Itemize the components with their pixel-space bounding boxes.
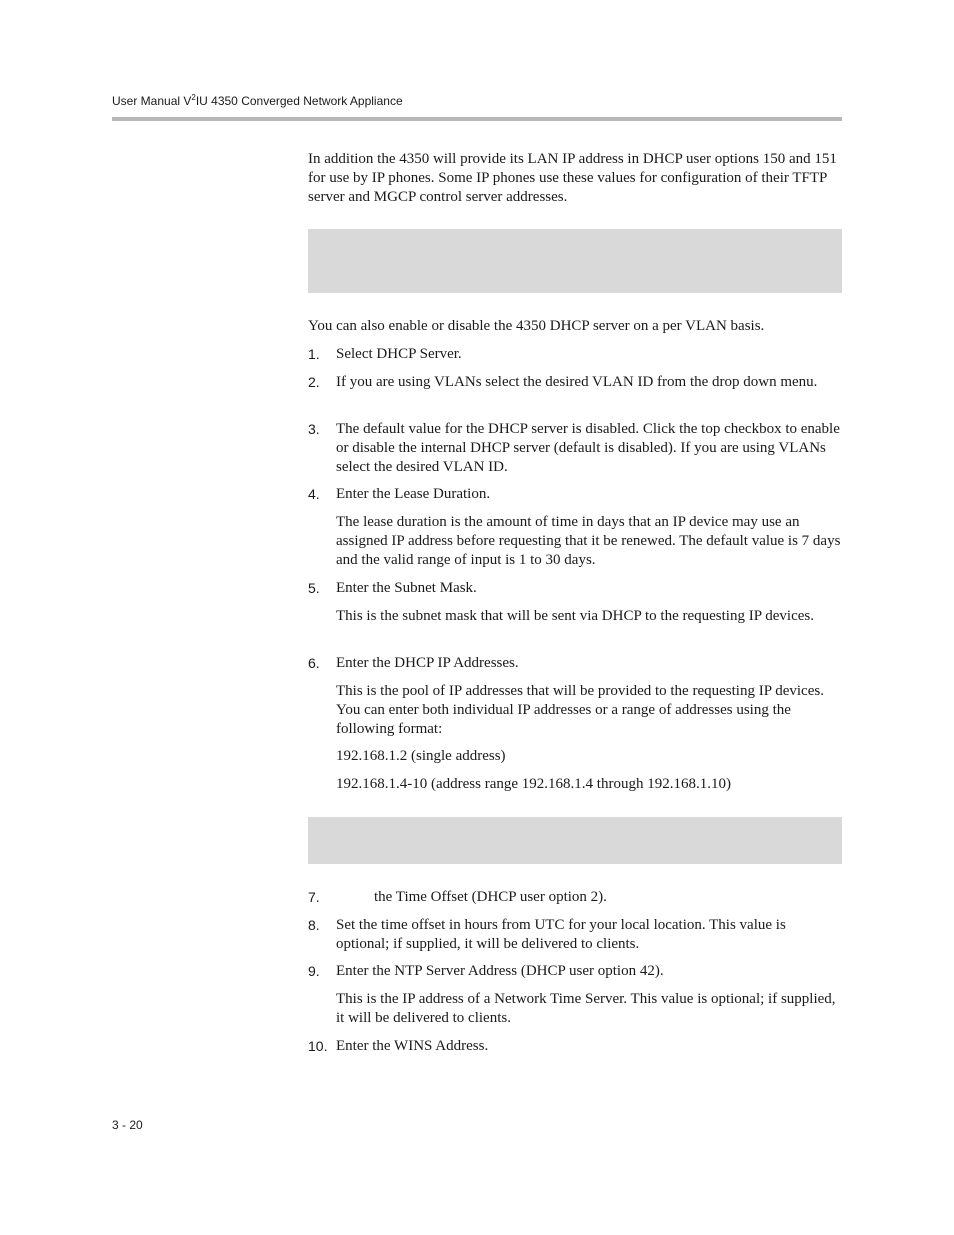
step-text: Enter the Subnet Mask. [336, 580, 477, 596]
step-text: Enter the Lease Duration. [336, 486, 491, 502]
lease-note: The lease duration is the amount of time in days that an IP device may use an assigned IP address before requesting that it be renewed. The default value is 7 days and the valid range of input is 1 to 30 days. [336, 514, 841, 568]
step-text: Select DHCP Server. [336, 346, 462, 362]
header-title-superscript: 2 [191, 93, 196, 102]
step-text: Enter the NTP Server Address (DHCP user option 42). [336, 963, 664, 979]
step-text: Set the time offset in hours from UTC for your local location. This value is optional; if supplied, it will be delivered to clients. [336, 917, 786, 952]
step-text: If you are using VLANs select the desired VLAN ID from the drop down menu. [336, 374, 818, 390]
header-rule [112, 117, 842, 121]
step-number: 7. [308, 889, 320, 905]
header-title-suffix: IU 4350 Converged Network Appliance [195, 94, 403, 108]
step-number: 1. [308, 346, 320, 362]
subnet-note: This is the subnet mask that will be sent via DHCP to the requesting IP devices. [336, 608, 814, 624]
step-text: Enter the WINS Address. [336, 1038, 489, 1054]
pool-note: This is the pool of IP addresses that will be provided to the requesting IP devices. You can enter both individual IP addresses or a range of addresses using the following format: [336, 683, 824, 737]
step-number: 2. [308, 374, 320, 390]
intro-paragraph: In addition the 4350 will provide its LAN IP address in DHCP user options 150 and 151 for use by IP phones. Some IP phones use these values for configuration of their TFTP server and MGCP control server addresses. [308, 151, 837, 205]
note-box-1 [308, 229, 842, 293]
step-text: The default value for the DHCP server is disabled. Click the top checkbox to enable or disable the internal DHCP server (default is disabled). If you are using VLANs select the desired VLAN ID. [336, 421, 840, 475]
address-example-range: 192.168.1.4-10 (address range 192.168.1.4 through 192.168.1.10) [336, 776, 731, 792]
header-title-prefix: User Manual V [112, 94, 192, 108]
running-header [112, 94, 842, 108]
step-number: 8. [308, 917, 320, 933]
step-number: 9. [308, 963, 320, 979]
step-number: 5. [308, 580, 320, 596]
vlan-paragraph: You can also enable or disable the 4350 DHCP server on a per VLAN basis. [308, 318, 765, 334]
note-box-2 [308, 817, 842, 864]
page-number: 3 - 20 [112, 1118, 143, 1132]
step-number: 4. [308, 486, 320, 502]
step-number: 6. [308, 655, 320, 671]
step-number: 10. [308, 1038, 328, 1054]
step-number: 3. [308, 421, 320, 437]
address-example-single: 192.168.1.2 (single address) [336, 748, 506, 764]
step-text: the Time Offset (DHCP user option 2). [374, 889, 607, 905]
ntp-note: This is the IP address of a Network Time Server. This value is optional; if supplied, it will be delivered to clients. [336, 991, 836, 1026]
step-text: Enter the DHCP IP Addresses. [336, 655, 519, 671]
